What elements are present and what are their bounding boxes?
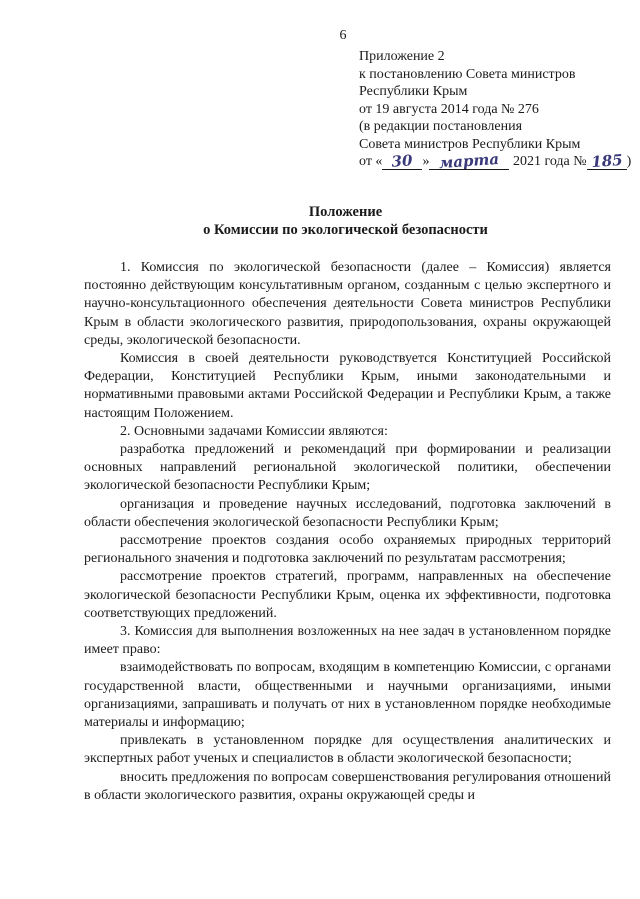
title-line-1: Положение [308,204,383,220]
appendix-line: Совета министров Республики Крым [359,136,581,152]
paragraph-2-item: рассмотрение проектов стратегий, программ, направленных на обеспечение экологической безопасности Республики Крым, оценка их эффективности, подготовка соответствующих предложений. [84,569,611,621]
document-body [84,259,611,805]
date-quote: » [422,154,430,169]
appendix-line: к постановлению Совета министров [359,66,576,82]
appendix-line: Республики Крым [359,84,468,99]
page-number: 6 [339,28,347,43]
handwritten-number: 185 [587,153,627,171]
handwritten-month: марта [429,153,509,171]
paragraph-2: 2. Основными задачами Комиссии являются: [120,423,388,439]
paragraph-2-item: организация и проведение научных исследований, подготовка заключений в области обеспечения экологической безопасности Республики Крым; [84,496,611,530]
handwritten-day: 30 [382,153,422,171]
date-suffix: ) [626,154,632,169]
document-title [70,203,621,239]
appendix-header [359,48,632,172]
paragraph-2-item: разработка предложений и рекомендаций при формировании и реализации основных направлений региональной экологической политики, обеспечении экологической безопасности Республики Крым; [84,442,611,494]
date-year: 2021 года № [512,154,587,169]
paragraph-3: 3. Комиссия для выполнения возложенных на нее задач в установленном порядке имеет право: [84,624,611,658]
date-prefix: от « [359,154,383,169]
appendix-date-line [359,149,632,172]
paragraph-3-item: взаимодействовать по вопросам, входящим в компетенцию Комиссии, с органами государственной власти, общественными и научными организациями, иными организациями, запрашивать и получать от них в установленном порядке необходимые материалы и информацию; [84,660,611,731]
paragraph-3-item: привлекать в установленном порядке для осуществления аналитических и экспертных работ ученых и специалистов в области экологической безопасности; [84,733,611,767]
paragraph-3-item: вносить предложения по вопросам совершенствования регулирования отношений в области экологического развития, охраны окружающей среды и [84,769,611,803]
paragraph-1-2: Комиссия в своей деятельности руководствуется Конституцией Российской Федерации, Конституцией Республики Крым, иными законодательными и нормативными правовыми актами Российской Федерации и Республики Крым, а также настоящим Положением. [84,351,611,421]
title-line-2: о Комиссии по экологической безопасности [203,222,488,238]
paragraph-1-1: 1. Комиссия по экологической безопасности (далее – Комиссия) является постоянно действующим консультативным органом, созданным с целью экспертного и научно-консультационного обеспечения деятельности Совета министров Республики Крым в области экологического развития, природопользования, охраны окружающей среды, экологической безопасности. [84,260,611,348]
appendix-line: от 19 августа 2014 года № 276 [359,101,539,117]
paragraph-2-item: рассмотрение проектов создания особо охраняемых природных территорий регионального значения и подготовка заключений по результатам рассмотрения; [84,533,611,567]
appendix-line: Приложение 2 [359,49,445,64]
appendix-line: (в редакции постановления [359,119,523,134]
